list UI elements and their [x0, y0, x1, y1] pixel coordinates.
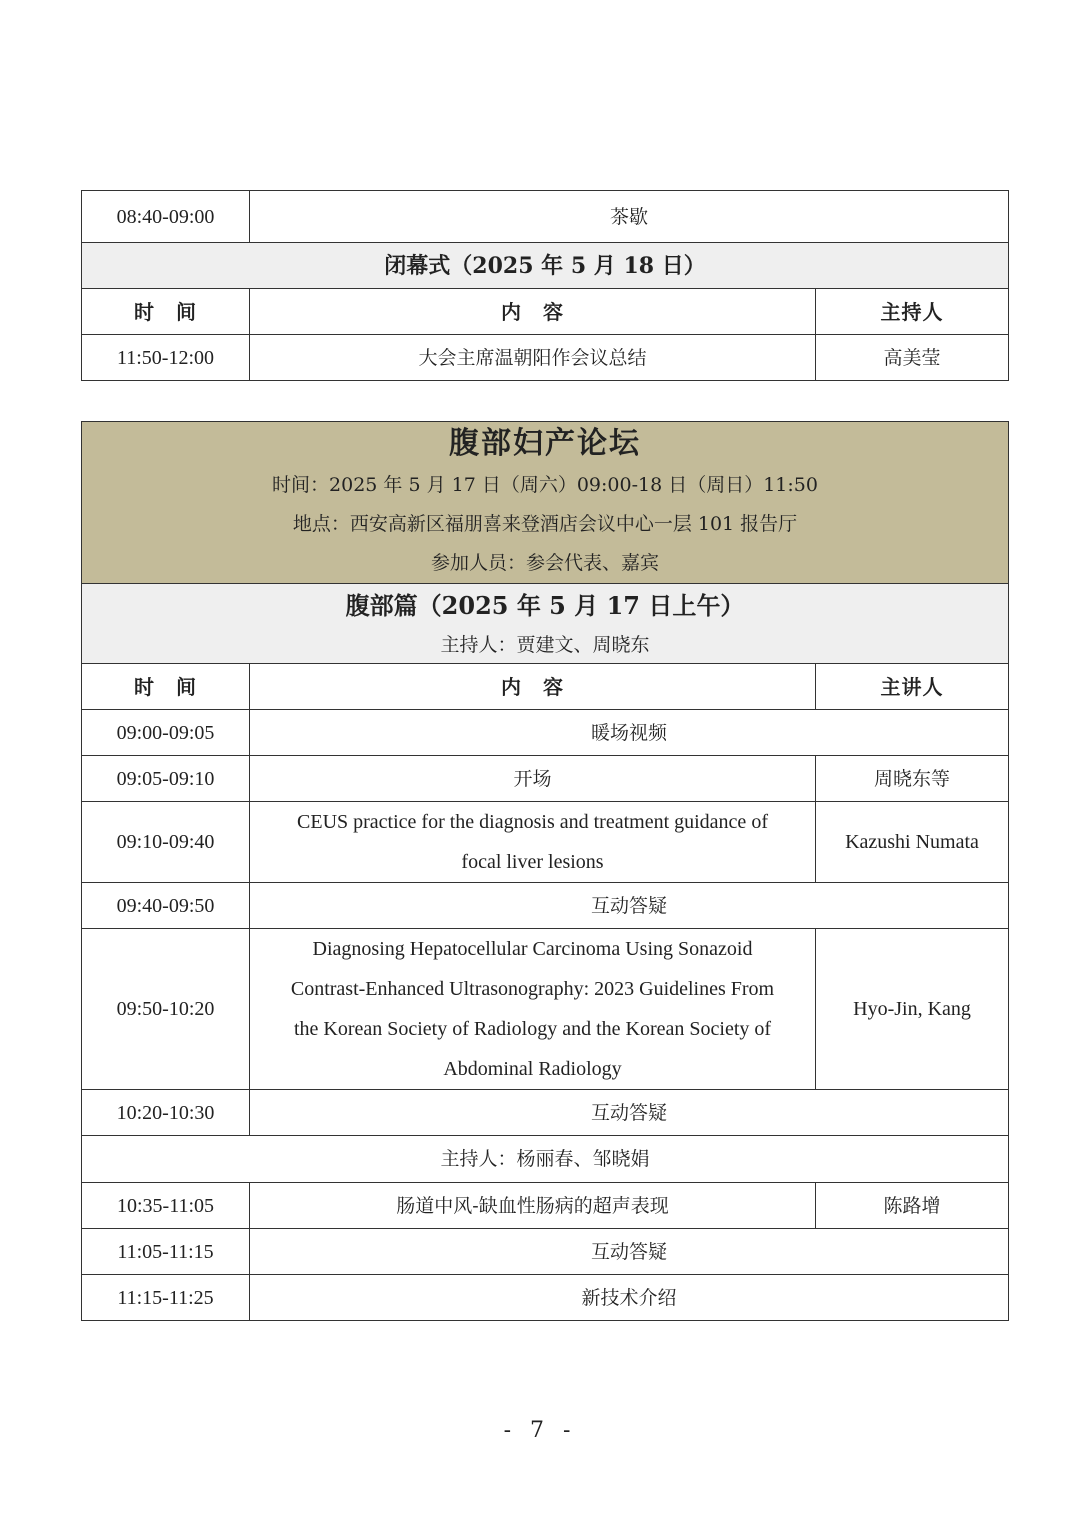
time-cell: 11:50-12:00 [82, 335, 250, 381]
forum-attendees: 参加人员：参会代表、嘉宾 [431, 552, 660, 574]
speaker-cell: Hyo-Jin, Kang [816, 929, 1009, 1090]
speaker-cell: 陈路增 [816, 1183, 1009, 1229]
content-cell: 茶歇 [250, 191, 1009, 243]
section-title-row [82, 584, 1009, 664]
header-time: 时 间 [82, 289, 250, 335]
content-line: Abdominal Radiology [443, 1058, 622, 1080]
header-host: 主持人 [816, 289, 1009, 335]
section-hosts: 主持人：贾建文、周晓东 [440, 633, 650, 656]
content-line: CEUS practice for the diagnosis and treatment guidance of [297, 811, 768, 833]
time-cell: 09:50-10:20 [82, 929, 250, 1090]
content-line: Contrast-Enhanced Ultrasonography: 2023 Guidelines From [290, 978, 775, 1000]
page-number: - 7 - [503, 1418, 577, 1443]
content-cell: 开场 [250, 756, 816, 802]
header-row [82, 664, 1009, 710]
content-cell [250, 929, 816, 1090]
content-cell: 肠道中风-缺血性肠病的超声表现 [250, 1183, 816, 1229]
time-cell: 11:15-11:25 [82, 1275, 250, 1321]
table-row [82, 335, 1009, 381]
forum-header [82, 422, 1009, 584]
table-row [82, 883, 1009, 929]
hosts-cell: 主持人：杨丽春、邹晓娟 [82, 1136, 1009, 1183]
closing-title: 闭幕式（2025 年 5 月 18 日） [82, 243, 1009, 289]
header-content: 内 容 [250, 664, 816, 710]
table-row [82, 1275, 1009, 1321]
content-line: Diagnosing Hepatocellular Carcinoma Using Sonazoid [312, 938, 753, 960]
content-cell: 新技术介绍 [250, 1275, 1009, 1321]
header-time: 时 间 [82, 664, 250, 710]
content-cell: 互动答疑 [250, 883, 1009, 929]
table-row [82, 1090, 1009, 1136]
section-title: 腹部篇（2025 年 5 月 17 日上午） [345, 590, 745, 620]
table-row [82, 802, 1009, 883]
closing-title-row [82, 243, 1009, 289]
content-cell [250, 802, 816, 883]
forum-title: 腹部妇产论坛 [449, 426, 641, 461]
header-row [82, 289, 1009, 335]
time-cell: 11:05-11:15 [82, 1229, 250, 1275]
table-row [82, 929, 1009, 1090]
speaker-cell: Kazushi Numata [816, 802, 1009, 883]
content-line: focal liver lesions [461, 851, 604, 873]
forum-time: 时间：2025 年 5 月 17 日（周六）09:00-18 日（周日）11:50 [272, 474, 818, 496]
forum-location: 地点：西安高新区福朋喜来登酒店会议中心一层 101 报告厅 [292, 513, 798, 535]
content-cell: 暖场视频 [250, 710, 1009, 756]
content-cell: 互动答疑 [250, 1090, 1009, 1136]
table-row [82, 191, 1009, 243]
content-cell: 互动答疑 [250, 1229, 1009, 1275]
header-content: 内 容 [250, 289, 816, 335]
table-row [82, 710, 1009, 756]
table-row [82, 1183, 1009, 1229]
time-cell: 09:10-09:40 [82, 802, 250, 883]
time-cell: 10:35-11:05 [82, 1183, 250, 1229]
content-line: the Korean Society of Radiology and the Korean Society of [293, 1018, 772, 1040]
forum-table [81, 421, 1009, 1321]
closing-table [81, 190, 1009, 381]
table-row [82, 756, 1009, 802]
table-row [82, 1229, 1009, 1275]
header-speaker: 主讲人 [816, 664, 1009, 710]
time-cell: 10:20-10:30 [82, 1090, 250, 1136]
content-cell: 大会主席温朝阳作会议总结 [250, 335, 816, 381]
host-cell: 高美莹 [816, 335, 1009, 381]
time-cell: 09:05-09:10 [82, 756, 250, 802]
hosts-row [82, 1136, 1009, 1183]
time-cell: 09:40-09:50 [82, 883, 250, 929]
forum-header-row [82, 422, 1009, 584]
speaker-cell: 周晓东等 [816, 756, 1009, 802]
time-cell: 08:40-09:00 [82, 191, 250, 243]
section-header [82, 584, 1009, 664]
time-cell: 09:00-09:05 [82, 710, 250, 756]
